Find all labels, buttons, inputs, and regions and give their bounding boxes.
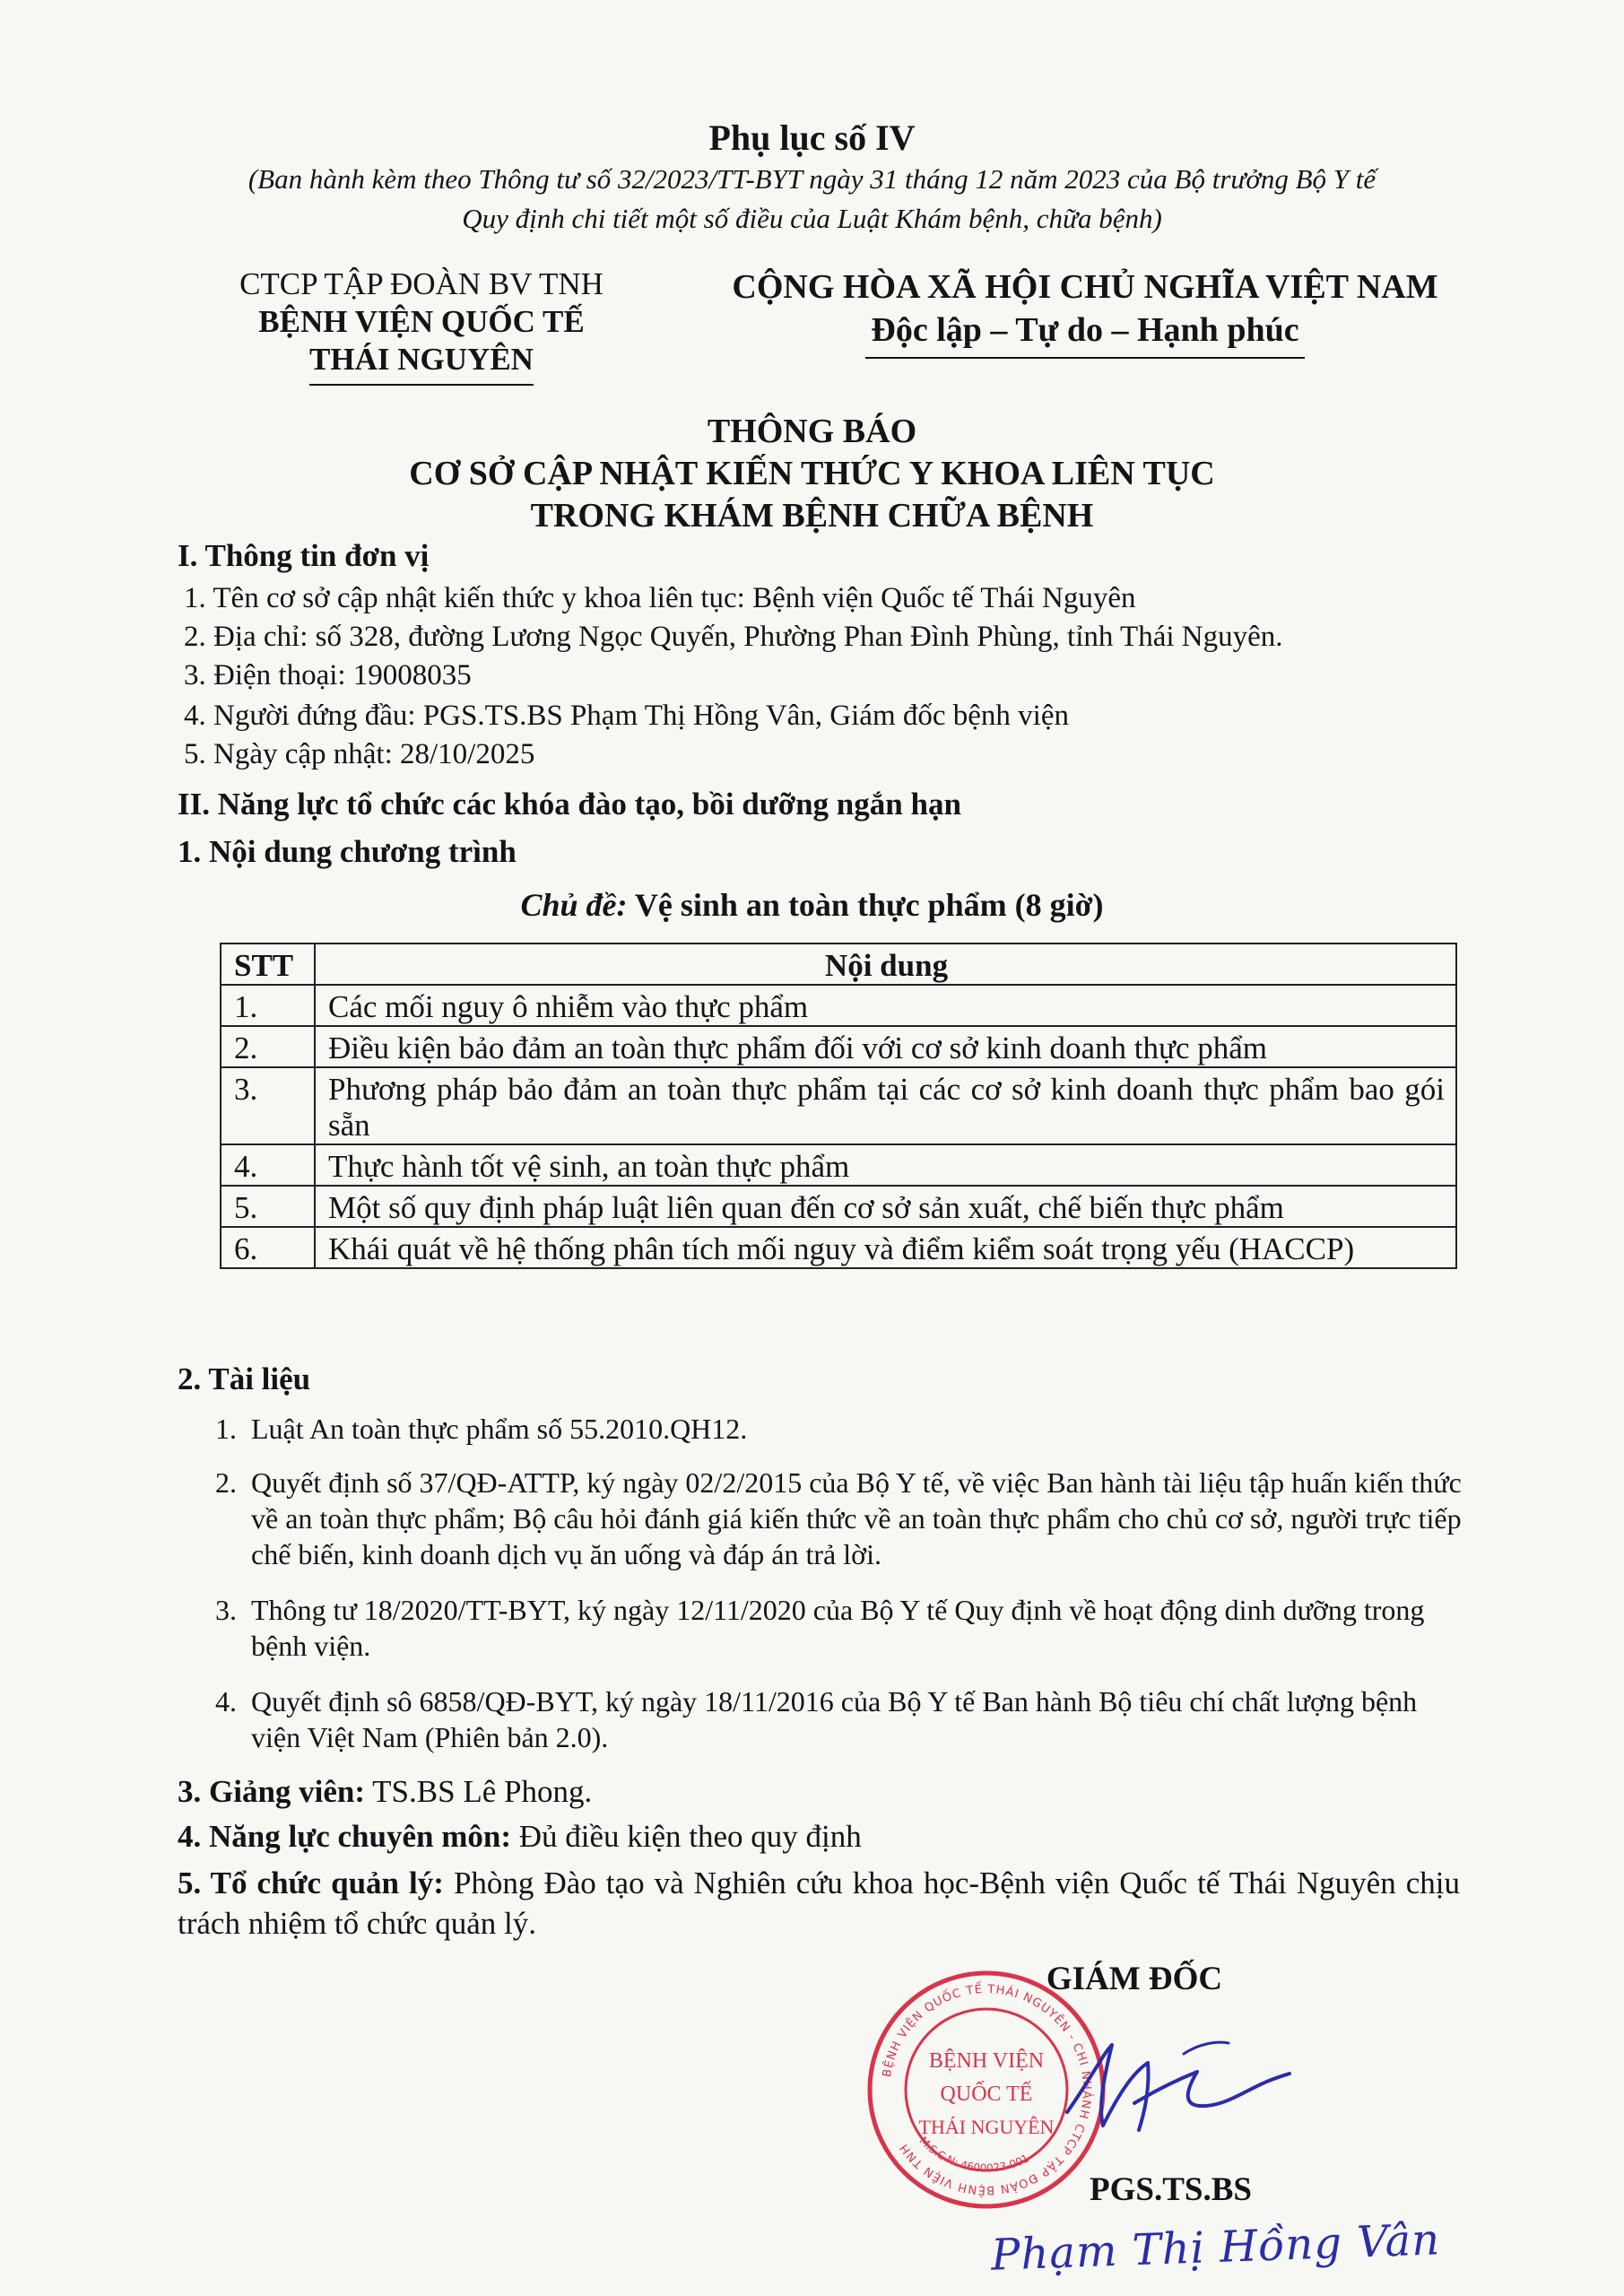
nation-motto: Độc lập – Tự do – Hạnh phúc bbox=[865, 309, 1304, 359]
table-row bbox=[221, 1026, 1456, 1067]
row-number: 6. bbox=[221, 1227, 315, 1268]
seal-center-line-3: THÁI NGUYÊN bbox=[918, 2116, 1055, 2138]
document-text: Quyết định sô 6858/QĐ-BYT, ký ngày 18/11/2016 của Bộ Y tế Ban hành Bộ tiêu chí chất lượng bệnh viện Việt Nam (Phiên bản 2.0). bbox=[251, 1685, 1418, 1753]
row-content: Phương pháp bảo đảm an toàn thực phẩm tại các cơ sở kinh doanh thực phẩm bao gói sẵn bbox=[315, 1067, 1456, 1144]
info-line-address: 2. Địa chỉ: số 328, đường Lương Ngọc Quyến, Phường Phan Đình Phùng, tỉnh Thái Nguyên. bbox=[184, 621, 1283, 653]
row-number: 5. bbox=[221, 1186, 315, 1227]
row-content: Điều kiện bảo đảm an toàn thực phẩm đối với cơ sở kinh doanh thực phẩm bbox=[315, 1026, 1456, 1067]
document-item bbox=[215, 1683, 1462, 1755]
document-number: 2. bbox=[215, 1466, 237, 1499]
row-content: Thực hành tốt vệ sinh, an toàn thực phẩm bbox=[315, 1144, 1456, 1186]
section-1-heading: I. Thông tin đơn vị bbox=[178, 538, 430, 573]
row-content: Khái quát về hệ thống phân tích mối nguy và điểm kiểm soát trọng yếu (HACCP) bbox=[315, 1227, 1456, 1268]
table-header-row bbox=[221, 944, 1456, 985]
national-motto-block bbox=[682, 265, 1489, 359]
document-text: Thông tư 18/2020/TT-BYT, ký ngày 12/11/2020 của Bộ Y tế Quy định về hoạt động dinh dưỡng trong bệnh viện. bbox=[251, 1594, 1425, 1662]
document-text: Luật An toàn thực phẩm số 55.2010.QH12. bbox=[251, 1413, 748, 1445]
document-text: Quyết định số 37/QĐ-ATTP, ký ngày 02/2/2015 của Bộ Y tế, về việc Ban hành tài liệu tập huấn kiến thức về an toàn thực phẩm; Bộ câu hỏi đánh giá kiến thức về an toàn thực phẩm cho chủ cơ sở, người trực tiếp chế biến, kinh doanh dịch vụ ăn uống và đáp án trả lời. bbox=[251, 1466, 1462, 1570]
table-row bbox=[221, 1067, 1456, 1144]
table-row bbox=[221, 1227, 1456, 1268]
document-item bbox=[215, 1592, 1462, 1664]
document-number: 4. bbox=[215, 1685, 237, 1718]
management-line bbox=[178, 1863, 1460, 1944]
program-content-heading: 1. Nội dung chương trình bbox=[178, 834, 517, 869]
management-label: 5. Tổ chức quản lý: bbox=[178, 1866, 444, 1900]
content-table bbox=[220, 943, 1457, 1269]
info-line-head: 4. Người đứng đầu: PGS.TS.BS Phạm Thị Hồng Vân, Giám đốc bệnh viện bbox=[184, 700, 1069, 732]
signer-name: Phạm Thị Hồng Vân bbox=[990, 2214, 1441, 2281]
nation-name: CỘNG HÒA XÃ HỘI CHỦ NGHĨA VIỆT NAM bbox=[732, 268, 1438, 306]
seal-ring-text: BỆNH VIỆN QUỐC TẾ THÁI NGUYÊN - CHI NHÁNH CTCP TẬP ĐOÀN BỆNH VIỆN TNH bbox=[880, 1982, 1094, 2197]
info-line-date: 5. Ngày cập nhật: 28/10/2025 bbox=[184, 738, 535, 770]
notice-title bbox=[0, 411, 1624, 537]
capacity-value: Đủ điều kiện theo quy định bbox=[518, 1819, 862, 1854]
seal-center-line-1: BỆNH VIỆN bbox=[928, 2049, 1045, 2073]
lecturer-label: 3. Giảng viên: bbox=[178, 1774, 366, 1809]
row-number: 3. bbox=[221, 1067, 315, 1144]
topic-line bbox=[0, 886, 1624, 924]
header-stt: STT bbox=[221, 944, 315, 985]
capacity-line bbox=[178, 1816, 1460, 1857]
management-value: Phòng Đào tạo và Nghiên cứu khoa học-Bệnh viện Quốc tế Thái Nguyên chịu trách nhiệm tổ chức quản lý. bbox=[178, 1866, 1461, 1941]
signer-degree: PGS.TS.BS bbox=[1090, 2171, 1252, 2208]
organization-parent: CTCP TẬP ĐOÀN BV TNH bbox=[239, 266, 604, 301]
notice-title-line-2: CƠ SỞ CẬP NHẬT KIẾN THỨC Y KHOA LIÊN TỤC bbox=[409, 455, 1215, 492]
table-row bbox=[221, 1186, 1456, 1227]
document-item bbox=[215, 1465, 1462, 1572]
capacity-label: 4. Năng lực chuyên môn: bbox=[178, 1819, 511, 1854]
organization-name-line-1: BỆNH VIỆN QUỐC TẾ bbox=[258, 304, 585, 339]
lecturer-line bbox=[178, 1771, 1460, 1812]
document-item bbox=[215, 1411, 1462, 1447]
header-content: Nội dung bbox=[315, 944, 1456, 985]
row-number: 4. bbox=[221, 1144, 315, 1186]
notice-title-line-1: THÔNG BÁO bbox=[707, 413, 917, 450]
table-row bbox=[221, 1144, 1456, 1186]
info-line-phone: 3. Điện thoại: 19008035 bbox=[184, 659, 472, 691]
organization-block bbox=[188, 265, 655, 386]
seal-code-text: M.S.C.N: 4600023-001 bbox=[916, 2134, 1031, 2175]
row-number: 2. bbox=[221, 1026, 315, 1067]
info-line-name: 1. Tên cơ sở cập nhật kiến thức y khoa liên tục: Bệnh viện Quốc tế Thái Nguyên bbox=[184, 582, 1136, 614]
issued-note-line-1: (Ban hành kèm theo Thông tư số 32/2023/TT-BYT ngày 31 tháng 12 năm 2023 của Bộ trưởng Bộ Y tế bbox=[248, 163, 1376, 195]
topic-value: Vệ sinh an toàn thực phẩm (8 giờ) bbox=[634, 887, 1104, 923]
organization-name-line-2: THÁI NGUYÊN bbox=[309, 341, 534, 386]
issued-note-line-2: Quy định chi tiết một số điều của Luật Khám bệnh, chữa bệnh) bbox=[462, 203, 1162, 234]
documents-heading: 2. Tài liệu bbox=[178, 1361, 311, 1396]
row-content: Các mối nguy ô nhiễm vào thực phẩm bbox=[315, 985, 1456, 1026]
signer-title: GIÁM ĐỐC bbox=[1046, 1961, 1223, 1997]
lecturer-value: TS.BS Lê Phong. bbox=[372, 1774, 593, 1809]
document-number: 3. bbox=[215, 1594, 237, 1626]
row-content: Một số quy định pháp luật liên quan đến cơ sở sản xuất, chế biến thực phẩm bbox=[315, 1186, 1456, 1227]
notice-title-line-3: TRONG KHÁM BỆNH CHỮA BỆNH bbox=[530, 497, 1094, 535]
seal-center-line-2: QUỐC TẾ bbox=[940, 2083, 1033, 2106]
handwritten-signature bbox=[1049, 2018, 1291, 2161]
table-row bbox=[221, 985, 1456, 1026]
document-number: 1. bbox=[215, 1413, 237, 1445]
issued-note bbox=[179, 160, 1445, 239]
section-2-heading: II. Năng lực tổ chức các khóa đào tạo, bồi dưỡng ngắn hạn bbox=[178, 787, 961, 822]
row-number: 1. bbox=[221, 985, 315, 1026]
appendix-title: Phụ lục số IV bbox=[708, 117, 916, 158]
topic-label: Chủ đề: bbox=[520, 887, 628, 923]
